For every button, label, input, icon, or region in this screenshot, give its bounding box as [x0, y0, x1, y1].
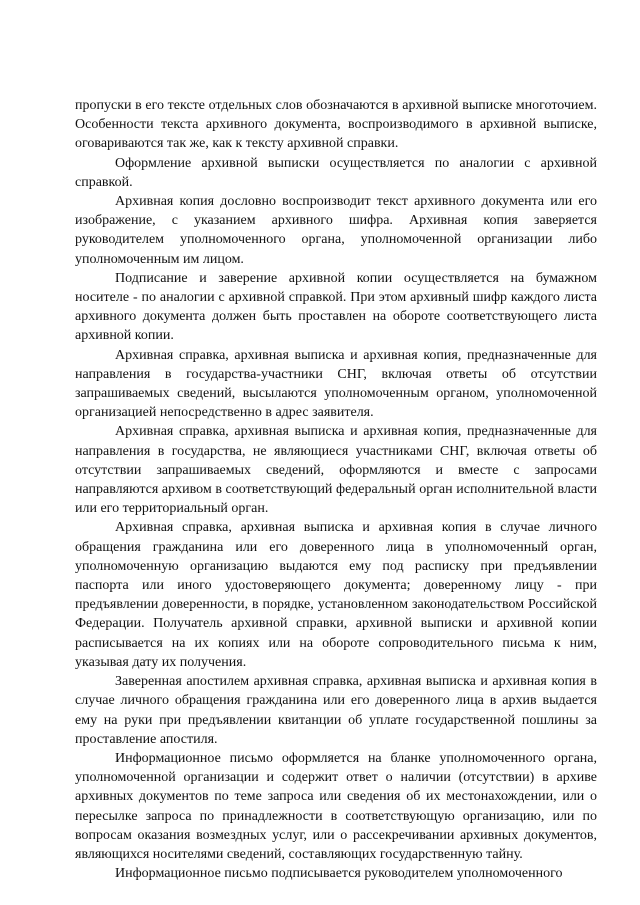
paragraph-6: Архивная справка, архивная выписка и архивная копия, предназначенные для направления в государства, не являющиеся участниками СНГ, включая ответы об отсутствии запрашиваемых сведений, оформляются и вместе с запросами направляются архивом в соответствующий федеральный орган исполнительной власти или его территориальный орган. [75, 424, 597, 517]
paragraph-3: Архивная копия дословно воспроизводит текст архивного документа или его изображение, с указанием архивного шифра. Архивная копия заверяется руководителем уполномоченного органа, уполномоченной организации либо уполномоченным им лицом. [75, 194, 597, 267]
paragraph-9: Информационное письмо оформляется на бланке уполномоченного органа, уполномоченной организации и содержит ответ о наличии (отсутствии) в архиве архивных документов по теме запроса или сведения об их местонахождении, или о пересылке запроса по принадлежности в соответствующую организацию, или по вопросам оказания возмездных услуг, или о рассекречивании архивных документов, являющихся носителями сведений, составляющих государственную тайну. [75, 750, 597, 862]
paragraph-10: Информационное письмо подписывается руководителем уполномоченного [115, 866, 563, 882]
paragraph-1: пропуски в его тексте отдельных слов обозначаются в архивной выписке многоточием. Особенности текста архивного документа, воспроизводимого в архивной выписке, оговариваются так же, как к тексту архивной справки. [75, 98, 597, 152]
paragraph-7: Архивная справка, архивная выписка и архивная копия в случае личного обращения гражданина или его доверенного лица в уполномоченный орган, уполномоченную организацию выдаются ему под расписку при предъявлении паспорта или иного удостоверяющего документа; доверенному лицу - при предъявлении доверенности, в порядке, установленном законодательством Российской Федерации. Получатель архивной справки, архивной выписки и архивной копии расписывается на их копиях или на обороте сопроводительного письма к ним, указывая дату их получения. [75, 520, 597, 670]
paragraph-4: Подписание и заверение архивной копии осуществляется на бумажном носителе - по аналогии с архивной справкой. При этом архивный шифр каждого листа архивного документа должен быть проставлен на обороте соответствующего листа архивной копии. [75, 270, 597, 344]
paragraph-5: Архивная справка, архивная выписка и архивная копия, предназначенные для направления в государства-участники СНГ, включая ответы об отсутствии запрашиваемых сведений, высылаются уполномоченным органом, уполномоченной организацией непосредственно в адрес заявителя. [75, 347, 597, 421]
document-page [75, 96, 597, 883]
paragraph-2: Оформление архивной выписки осуществляется по аналогии с архивной справкой. [75, 155, 597, 190]
paragraph-8: Заверенная апостилем архивная справка, архивная выписка и архивная копия в случае личного обращения гражданина или его доверенного лица в архив выдается ему на руки при предъявлении квитанции об уплате государственной пошлины за проставление апостиля. [75, 674, 597, 747]
